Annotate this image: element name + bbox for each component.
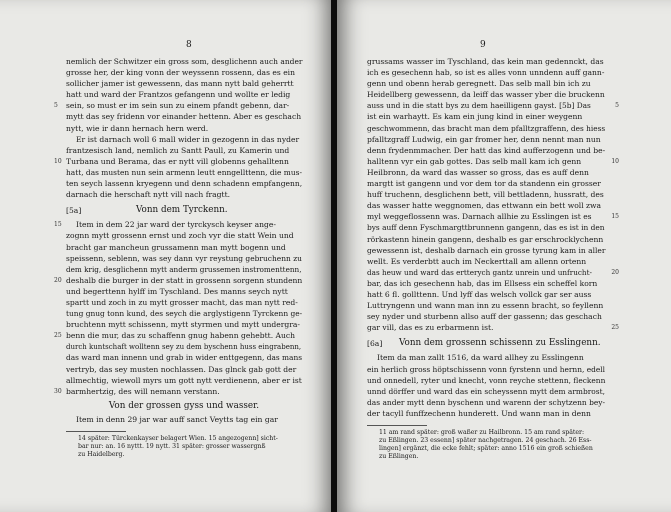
text-line: Heilbronn, da ward das wasser so gross, das es auff denn [367, 167, 589, 177]
text-line: grosse her, der king vonn der weyssenn rossenn, das es ein [66, 68, 296, 78]
text-line: rörkastenn hinein gangenn, deshalb es gar erschrocklychenn [367, 234, 604, 244]
text-line: das ward man innenn und grab in wider enttgegenn, das mans [66, 353, 303, 363]
text-line: das wasser hatte weggnomen, das ettwann ein bett woll zwa [367, 201, 602, 211]
text-column [54, 56, 303, 459]
text-line [367, 211, 619, 222]
footnote-line: zu Eßlingen. [379, 453, 419, 460]
text-line: geschwommenn, das bracht man dem pfalltzgraffenn, des hiess [367, 123, 606, 133]
text-line: nytt, wie ir dann hernach hern werd. [66, 123, 209, 133]
text-line [367, 100, 619, 111]
footnote-rule [66, 431, 126, 432]
text-line: Item da man zallt 1516, da ward allhey zu Esslingenn [377, 353, 584, 363]
text-line [367, 322, 619, 333]
text-line: ist ein warhaytt. Es kam ein jung kind in einer weygenn [367, 112, 583, 122]
text-line: wellt. Es verderbtt auch im Neckerttall am allenn ortenn [367, 256, 587, 266]
text-line-content: das heuw und ward das ertterych gantz unrein und unfrucht- [367, 267, 592, 277]
right-page [337, 0, 671, 512]
section-marker: [6a] [367, 339, 383, 349]
text-line [54, 219, 302, 230]
text-line: denn frydenmmacher. Der hatt das kind aufferzogenn und be- [367, 145, 606, 155]
text-line: sey nyder und sturbenn allso auff der gassenn; das geschach [367, 312, 602, 322]
text-line: der tacyll funffzechenn hunderett. Und wann man in denn [367, 408, 591, 418]
footnote-rule [367, 425, 427, 426]
text-line: Luttryngenn und wann man inn zu essenn bracht, so feyllenn [367, 301, 604, 311]
text-line [54, 330, 302, 341]
text-line: bar, das ich gesechenn hab, das im Ellsess ein scheffel korn [367, 278, 598, 288]
line-number-margin: 25 [54, 332, 62, 340]
text-line: genn und obenn herab geregnett. Das selb mall bin ich zu [367, 79, 591, 89]
text-line [54, 386, 302, 397]
text-line [54, 275, 303, 286]
footnote-line: 11 am rand später: groß waßer zu Hailbronn. 15 am rand später: [379, 429, 585, 436]
text-line [54, 100, 302, 111]
text-line: pfalltzgraff Ludwig, ein gar fromer her, denn nennt man nun [367, 134, 601, 144]
text-line: ten seych lassenn kryegenn und denn schadenn empfangenn, [66, 179, 303, 189]
line-number-margin: 5 [615, 102, 619, 110]
footnote-line: bar nur: an. 16 nyttt. 19 nytt. 31 später: grosser wassergnß [78, 443, 266, 450]
line-number-margin: 15 [54, 221, 62, 229]
text-line: ein herlich gross höptschissenn vonn fyrstenn und hernn, edell [367, 364, 606, 374]
text-line-content: sein, so must er im sein sun zu einem pfandt gebenn, dar- [66, 101, 290, 111]
text-line: zognn mytt grossenn ernst und zoch vyr die statt Wein und [66, 231, 294, 241]
text-line: durch kuntschaft wolltenn sey zu dem byschenn huss eingrabenn, [66, 342, 302, 352]
text-line: hatt, das musten nun sein armenn leutt enngellttenn, die mus- [66, 167, 302, 177]
line-number-margin: 25 [611, 324, 619, 332]
line-number-margin: 10 [54, 157, 62, 165]
line-number-margin: 20 [54, 276, 62, 284]
text-line: und begerttenn hylff im Tyschland. Des manns seych nytt [66, 286, 288, 296]
text-line: unnd dörffer und ward das ein scheyssenn mytt dem armbrost, [367, 386, 605, 396]
text-line: tung gnug tonn kund, des seych die arglystigenn Tyrckenn ge- [66, 309, 303, 319]
line-number-margin: 10 [611, 157, 619, 165]
text-line-content: halltenn vyr ein gab gottes. Das selb mall kam ich genn [367, 156, 582, 166]
text-column [367, 56, 619, 461]
text-line: hatt 6 fl. gollttenn. Und lyff das welsch vollck gar ser auss [367, 289, 592, 299]
text-line-content: auss und in die statt bys zu dem haeilligenn gayst. [5b] Das [367, 101, 591, 111]
text-line-content: deshalb die burger in der statt in grossenn sorgenn stundenn [66, 275, 303, 285]
text-line: ich es gesechenn hab, so ist es alles vonn unndenn auff gann- [367, 68, 605, 78]
text-line: Er ist darnach woll 6 mall wider in gezogenn in das nyder [76, 134, 300, 144]
footnote-line: 14 später: Türckenkayser belagert Wien. 15 angezogenn] sicht- [78, 435, 278, 442]
text-line: mytt das sey fridenn vor einander hettenn. Aber es geschach [66, 112, 302, 122]
text-line: bruchtenn mytt schissenn, mytt styrmen und mytt undergra- [66, 320, 300, 330]
text-line: frantzesisch land, nemlich zu Santt Paull, zu Kamerin und [66, 145, 290, 155]
text-line: darnach die herschaft nytt vill nach fragtt. [66, 190, 231, 200]
text-line: sollicher jamer ist gewessenn, das mann nytt bald geherrtt [66, 79, 294, 89]
text-line-content: benn die mur, das zu schaffenn gnug habenn gehebtt. Auch [66, 331, 296, 341]
text-line: dem krig, desglichenn mytt anderm grussemen instromenttenn, [66, 264, 302, 274]
text-line-content: Turbana und Berama, das er nytt vill globenns gehalltenn [66, 156, 289, 166]
subheading: Von der grossen gyss und wasser. [108, 400, 260, 411]
text-line [54, 156, 302, 167]
section-heading [367, 338, 605, 349]
left-page [0, 0, 333, 512]
section-title: Vonn dem grossenn schissenn zu Esslingenn. [399, 338, 601, 349]
text-line: huff truchenn, desglichenn bett, vill bettladenn, hussratt, des [367, 190, 604, 200]
text-line: speissenn, seblenn, was sey dann vyr reystung gebruchenn zu [66, 253, 302, 263]
text-line: hatt und ward der Frantzos gefangenn und wollte er ledig [66, 90, 291, 100]
page-number: 8 [186, 40, 192, 50]
text-line: gewessenn ist, deshalb darnach ein grosse tyrung kam in aller [367, 245, 606, 255]
text-line: und onnedell, ryter und knecht, vonn reyche stettenn, fleckenn [367, 375, 606, 385]
section-title: Vonn dem Tyrckenn. [136, 205, 228, 216]
text-line: bys auff denn Fyschmargttbrunnenn gangenn, das es ist in den [367, 223, 605, 233]
text-line: Item in denn 29 jar war auff sanct Veytts tag ein gar [76, 414, 278, 424]
text-line [367, 156, 619, 167]
line-number-margin: 20 [611, 268, 619, 276]
section-heading [66, 205, 302, 216]
text-line: grussams wasser im Tyschland, das kein man gedennckt, das [367, 57, 604, 66]
footnote-line: zu Haidelberg. [78, 451, 125, 458]
footnote-line: lingen] ergänzt, die ecke fehlt; später: anno 1516 ein groß schießen [379, 445, 593, 452]
line-number-margin: 15 [611, 213, 619, 221]
section-marker: [5a] [66, 206, 82, 216]
text-line: spartt und zoch in zu mytt grosser macht, das man nytt red- [66, 297, 298, 307]
text-line: Heidellberg gewessenn, da leiff das wasser yber die bruckenn [367, 90, 605, 100]
text-line: nemlich der Schwitzer ein gross som, desglichenn auch ander [66, 57, 303, 66]
text-line [367, 267, 619, 278]
line-number-margin: 30 [54, 387, 62, 395]
text-line-content: myl weggeflossenn was. Darnach allhie zu Esslingen ist es [367, 212, 592, 222]
text-line: margtt ist gangenn und vor dem tor da standenn ein grosser [367, 179, 601, 189]
text-line-content: barmhertzig, des will nemann verstann. [66, 386, 220, 396]
text-line: allmechtig, wiewoll myrs um gott nytt verdienenn, aber er ist [66, 375, 302, 385]
line-number-margin: 5 [54, 102, 58, 110]
text-line-content: Item in dem 22 jar ward der tyrckysch keyser ange- [76, 220, 276, 230]
text-line-content: gar vill, das es zu erbarmenn ist. [367, 323, 494, 333]
page-number: 9 [480, 40, 486, 50]
footnote-line: zu Eßlingen. 23 essenn] später nachgetragen. 24 geschach. 26 Ess- [379, 437, 592, 444]
text-line: das ander mytt denn byschenn und warenn der schytzenn bey- [367, 397, 606, 407]
text-line: vertryb, das sey musten nochlassen. Das glnck gab gott der [66, 364, 297, 374]
text-line: bracht gar mancheun grussamenn man mytt bogenn und [66, 242, 286, 252]
